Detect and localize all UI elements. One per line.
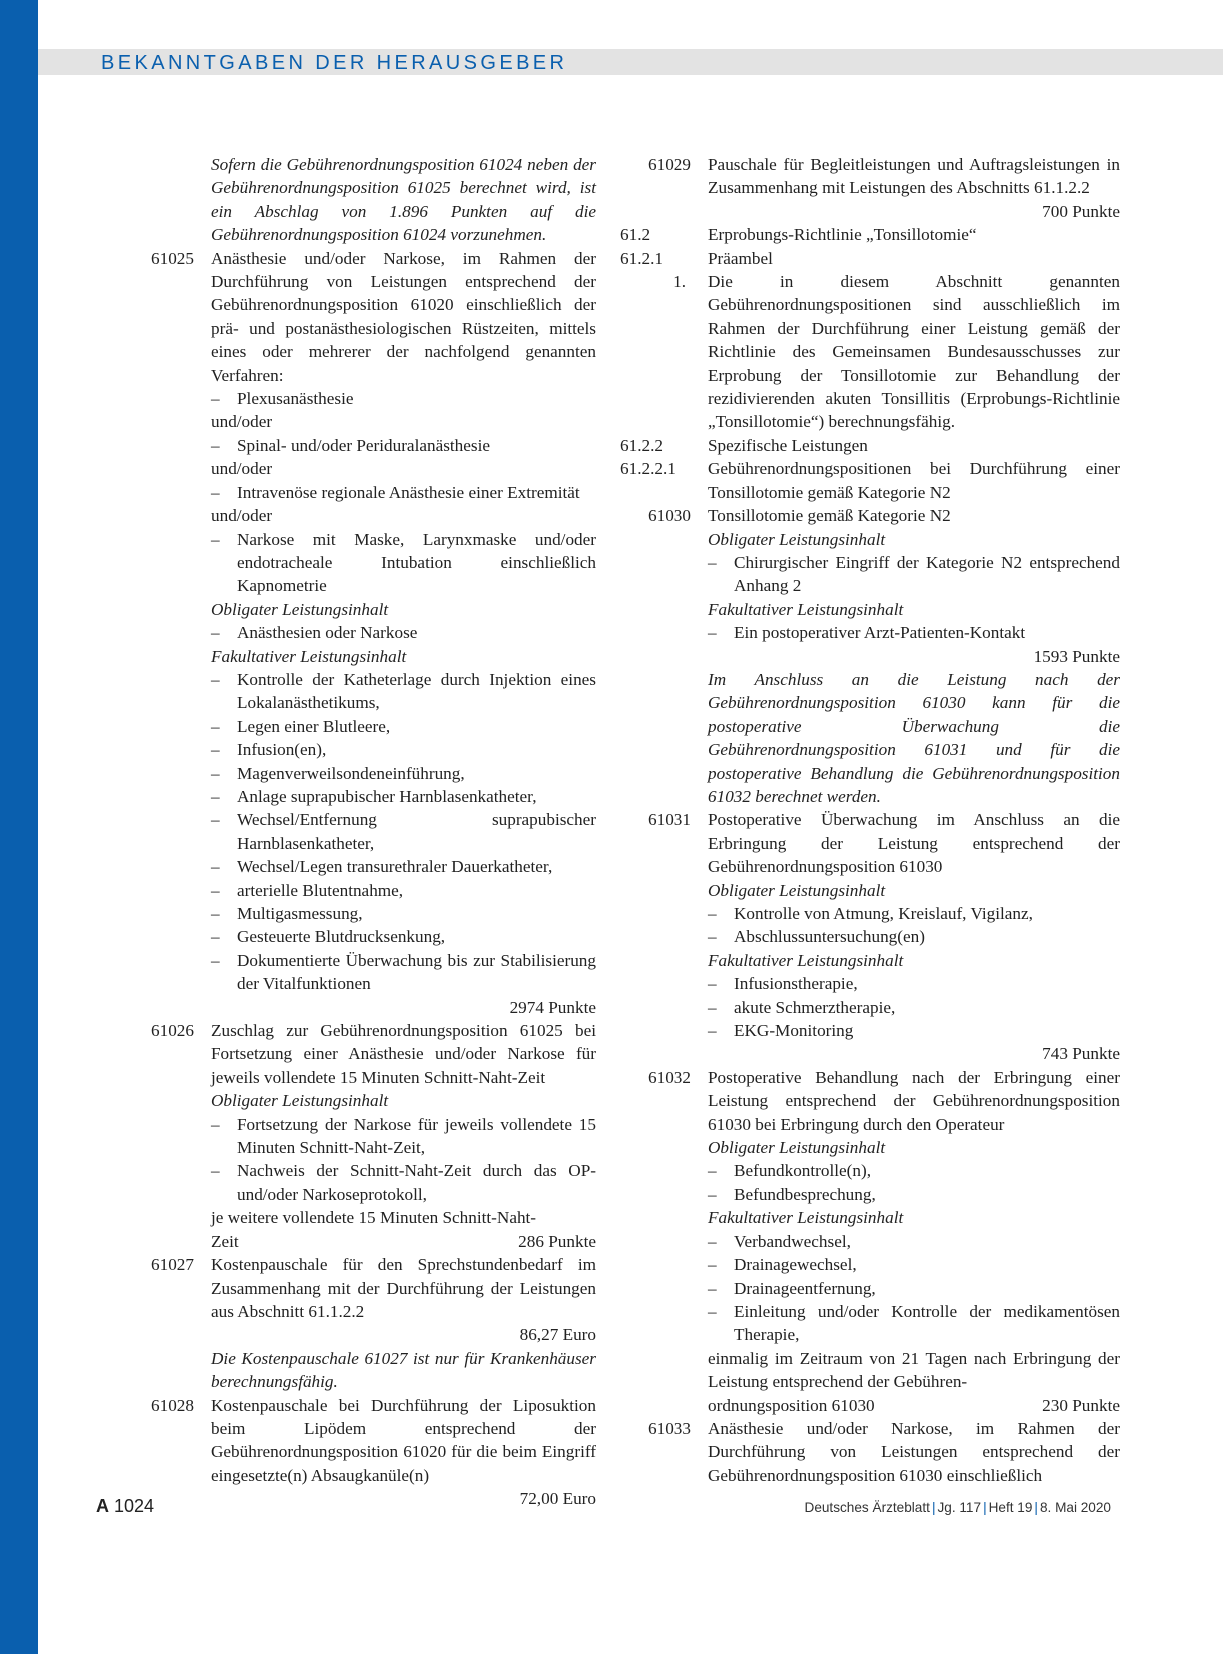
- entry-61033: [648, 1417, 1120, 1487]
- list-item: – Ein postoperativer Arzt-Patienten-Kontakt: [708, 623, 1026, 643]
- item-number: 1.: [673, 272, 686, 292]
- entry-code: 61032: [648, 1067, 691, 1087]
- list-item: – Gesteuerte Blutdrucksenkung,: [211, 927, 446, 947]
- section-title: BEKANNTGABEN DER HERAUSGEBER: [101, 52, 568, 74]
- list-item: – Multigasmessung,: [211, 904, 363, 923]
- entry-61027-details: [211, 1323, 596, 1393]
- list-item: – Anästhesien oder Narkose: [211, 623, 418, 643]
- section-heading: Gebührenordnungspositionen bei Durchführung einer Tonsillotomie gemäß Kategorie N2: [708, 459, 1120, 502]
- list-item: – Legen einer Blutleere,: [211, 716, 391, 736]
- list-item: – Narkose mit Maske, Larynxmaske und/oder endotracheale Intubation einschließlich Kapnometrie: [211, 529, 596, 596]
- connector-text: und/oder: [211, 412, 273, 432]
- entry-61025-details: [211, 387, 596, 1019]
- preamble-text: Die in diesem Abschnitt genannten Gebührenordnungspositionen sind ausschließlich im Rahmen der Durchführung einer Leistung gemäß der Richtlinie des Gemeinsamen Bundesausschusses zur Erprobung der Tonsillotomie zur Behandlung der rezidivierenden akuten Tonsillitis (Erprobungs-Richtlinie „Tonsillotomie“) berechnungsfähig.: [708, 272, 1120, 432]
- obligatory-heading: Obligater Leistungsinhalt: [708, 1138, 886, 1158]
- list-item: – Drainageentfernung,: [708, 1278, 876, 1298]
- entry-code: 61030: [648, 506, 691, 526]
- tail-line: [708, 1394, 1120, 1417]
- entry-61026: [151, 1019, 596, 1089]
- section-code: 61.2.1: [620, 248, 663, 268]
- list-item: – Abschlussuntersuchung(en): [708, 927, 925, 947]
- points-value: 2974 Punkte: [509, 997, 596, 1017]
- journal-volume: Jg. 117: [937, 1500, 982, 1515]
- entry-code: 61029: [648, 155, 691, 174]
- section-code: 61.2: [620, 225, 651, 245]
- obligatory-heading: Obligater Leistungsinhalt: [708, 529, 886, 549]
- entry-text: Postoperative Überwachung im Anschluss an die Erbringung der Leistung entsprechend der Gebührenordnungsposition 61030: [708, 810, 1120, 877]
- tail-text: Zeit: [211, 1231, 239, 1251]
- entry-text: Zuschlag zur Gebührenordnungsposition 61025 bei Fortsetzung einer Anästhesie und/oder Narkose für jeweils vollendete 15 Minuten Schnitt-Naht-Zeit: [211, 1021, 596, 1087]
- section-61-2-1: [620, 247, 1120, 270]
- preamble-item-1: [648, 270, 1120, 434]
- section-code: 61.2.2.1: [620, 459, 676, 479]
- entry-text: Pauschale für Begleitleistungen und Auftragsleistungen in Zusammenhang mit Leistungen des Abschnitts 61.1.2.2: [708, 155, 1120, 198]
- entry-code: 61028: [151, 1395, 194, 1415]
- list-item: – Dokumentierte Überwachung bis zur Stabilisierung der Vitalfunktionen: [211, 950, 596, 994]
- entry-61028-details: [211, 1487, 596, 1510]
- list-item: – Verbandwechsel,: [708, 1231, 851, 1251]
- entry-61025: [151, 247, 596, 387]
- tail-text: einmalig im Zeitraum von 21 Tagen nach Erbringung der Leistung entsprechend der Gebühren-: [708, 1348, 1120, 1392]
- section-61-2: [620, 223, 1120, 246]
- entry-61026-details: [211, 1089, 596, 1253]
- left-column: [151, 153, 596, 1511]
- list-item: – Infusionstherapie,: [708, 974, 858, 994]
- entry-code: 61033: [648, 1418, 691, 1438]
- journal-issue: Heft 19: [988, 1500, 1033, 1515]
- points-value: 286 Punkte: [518, 1231, 596, 1251]
- entry-text: Postoperative Behandlung nach der Erbringung einer Leistung entsprechend der Gebührenordnungsposition 61030 bei Erbringung durch den Operateur: [708, 1067, 1120, 1134]
- entry-text: Tonsillotomie gemäß Kategorie N2: [708, 506, 951, 526]
- optional-heading: Fakultativer Leistungsinhalt: [708, 1208, 904, 1228]
- list-item: – Befundbesprechung,: [708, 1184, 876, 1204]
- page-prefix: A: [96, 1496, 109, 1516]
- list-item: – Chirurgischer Eingriff der Kategorie N2 entsprechend Anhang 2: [708, 552, 1120, 596]
- obligatory-heading: Obligater Leistungsinhalt: [211, 1091, 389, 1111]
- section-heading: Spezifische Leistungen: [708, 435, 868, 455]
- list-item: – Intravenöse regionale Anästhesie einer Extremität: [211, 482, 580, 502]
- list-item: – Plexusanästhesie: [211, 389, 354, 409]
- list-item: – Spinal- und/oder Periduralanästhesie: [211, 435, 490, 455]
- price-value: 72,00 Euro: [519, 1489, 596, 1509]
- section-heading: Erprobungs-Richtlinie „Tonsillotomie“: [708, 225, 977, 245]
- connector-text: und/oder: [211, 506, 273, 526]
- journal-name: Deutsches Ärzteblatt: [804, 1500, 930, 1515]
- obligatory-heading: Obligater Leistungsinhalt: [211, 599, 389, 619]
- section-61-2-2-1: [620, 457, 1120, 504]
- list-item: – Nachweis der Schnitt-Naht-Zeit durch das OP- und/oder Narkoseprotokoll,: [211, 1161, 596, 1204]
- sidebar-stripe: [0, 0, 38, 1654]
- right-column: [620, 153, 1120, 1487]
- page-number: [96, 1496, 154, 1517]
- entry-note: Im Anschluss an die Leistung nach der Gebührenordnungsposition 61030 kann für die postoperative Überwachung die Gebührenordnungsposition 61031 und für die postoperative Behandlung die Gebührenordnungsposition 61032 berechnet werden.: [708, 669, 1120, 806]
- entry-61032-details: [708, 1136, 1120, 1417]
- list-item: – Kontrolle der Katheterlage durch Injektion eines Lokalanästhetikums,: [211, 669, 596, 713]
- section-61-2-2: [620, 434, 1120, 457]
- list-item: – Befundkontrolle(n),: [708, 1161, 871, 1181]
- list-item: – arterielle Blutentnahme,: [211, 880, 404, 900]
- entry-text: Kostenpauschale für den Sprechstundenbedarf im Zusammenhang mit der Durchführung der Leistungen aus Abschnitt 61.1.2.2: [211, 1255, 596, 1321]
- points-value: 1593 Punkte: [1033, 646, 1120, 666]
- entry-code: 61026: [151, 1021, 194, 1041]
- list-item: – Infusion(en),: [211, 740, 327, 760]
- optional-heading: Fakultativer Leistungsinhalt: [708, 950, 904, 970]
- list-item: – Anlage suprapubischer Harnblasenkatheter,: [211, 786, 537, 806]
- points-value: 700 Punkte: [1042, 201, 1120, 221]
- entry-code: 61027: [151, 1255, 194, 1275]
- entry-code: 61031: [648, 810, 691, 830]
- list-item: – EKG-Monitoring: [708, 1021, 854, 1041]
- list-item: – Magenverweilsondeneinführung,: [211, 763, 465, 783]
- journal-date: 8. Mai 2020: [1039, 1500, 1111, 1515]
- list-item: – Wechsel/Entfernung suprapubischer Harnblasenkatheter,: [211, 810, 596, 853]
- entry-61031: [648, 808, 1120, 878]
- optional-heading: Fakultativer Leistungsinhalt: [211, 646, 407, 666]
- entry-61027: [151, 1253, 596, 1323]
- entry-61032: [648, 1066, 1120, 1136]
- entry-text: Anästhesie und/oder Narkose, im Rahmen der Durchführung von Leistungen entsprechend der Gebührenordnungsposition 61030 einschließlich: [708, 1418, 1120, 1485]
- entry-61030: [648, 504, 1120, 527]
- points-value: 230 Punkte: [1042, 1395, 1120, 1415]
- entry-text: Anästhesie und/oder Narkose, im Rahmen der Durchführung von Leistungen entsprechend der Gebührenordnungsposition 61020 einschließlich der prä- und postanästhesiologischen Rüstzeiten, mittels eines oder mehrerer der nachfolgend genannten Verfahren:: [211, 248, 596, 385]
- price-value: 86,27 Euro: [519, 1325, 596, 1345]
- entry-61029: [648, 153, 1120, 200]
- tail-text: je weitere vollendete 15 Minuten Schnitt-Naht-: [211, 1208, 537, 1228]
- entry-61030-details: [708, 528, 1120, 809]
- entry-61031-details: [708, 879, 1120, 1066]
- list-item: – Wechsel/Legen transurethraler Dauerkatheter,: [211, 857, 553, 877]
- entry-note: Die Kostenpauschale 61027 ist nur für Krankenhäuser berechnungsfähig.: [211, 1348, 596, 1392]
- entry-61028: [151, 1394, 596, 1488]
- obligatory-heading: Obligater Leistungsinhalt: [708, 880, 886, 900]
- list-item: – Fortsetzung der Narkose für jeweils vollendete 15 Minuten Schnitt-Naht-Zeit,: [211, 1114, 596, 1158]
- entry-text: Kostenpauschale bei Durchführung der Liposuktion beim Lipödem entsprechend der Gebührenordnungsposition 61020 für die beim Eingriff eingesetzte(n) Absaugkanüle(n): [211, 1395, 596, 1485]
- tail-line: [211, 1230, 596, 1253]
- points-value: 743 Punkte: [1042, 1044, 1120, 1064]
- list-item: – Drainagewechsel,: [708, 1255, 857, 1275]
- entry-code: 61025: [151, 248, 194, 268]
- list-item: – Einleitung und/oder Kontrolle der medikamentösen Therapie,: [708, 1301, 1120, 1345]
- section-heading: Präambel: [708, 248, 773, 268]
- tail-text: ordnungsposition 61030: [708, 1395, 875, 1415]
- note-61024: Sofern die Gebührenordnungsposition 61024 neben der Gebührenordnungsposition 61025 berechnet wird, ist ein Abschlag von 1.896 Punkten auf die Gebührenordnungsposition 61024 vorzunehmen.: [211, 155, 596, 245]
- journal-info: Deutsches Ärzteblatt | Jg. 117 | Heft 19 | 8. Mai 2020: [804, 1500, 1111, 1515]
- page-number-value: 1024: [114, 1496, 155, 1516]
- list-item: – akute Schmerztherapie,: [708, 997, 896, 1017]
- section-code: 61.2.2: [620, 435, 663, 455]
- connector-text: und/oder: [211, 459, 273, 479]
- list-item: – Kontrolle von Atmung, Kreislauf, Vigilanz,: [708, 904, 1033, 923]
- optional-heading: Fakultativer Leistungsinhalt: [708, 599, 904, 619]
